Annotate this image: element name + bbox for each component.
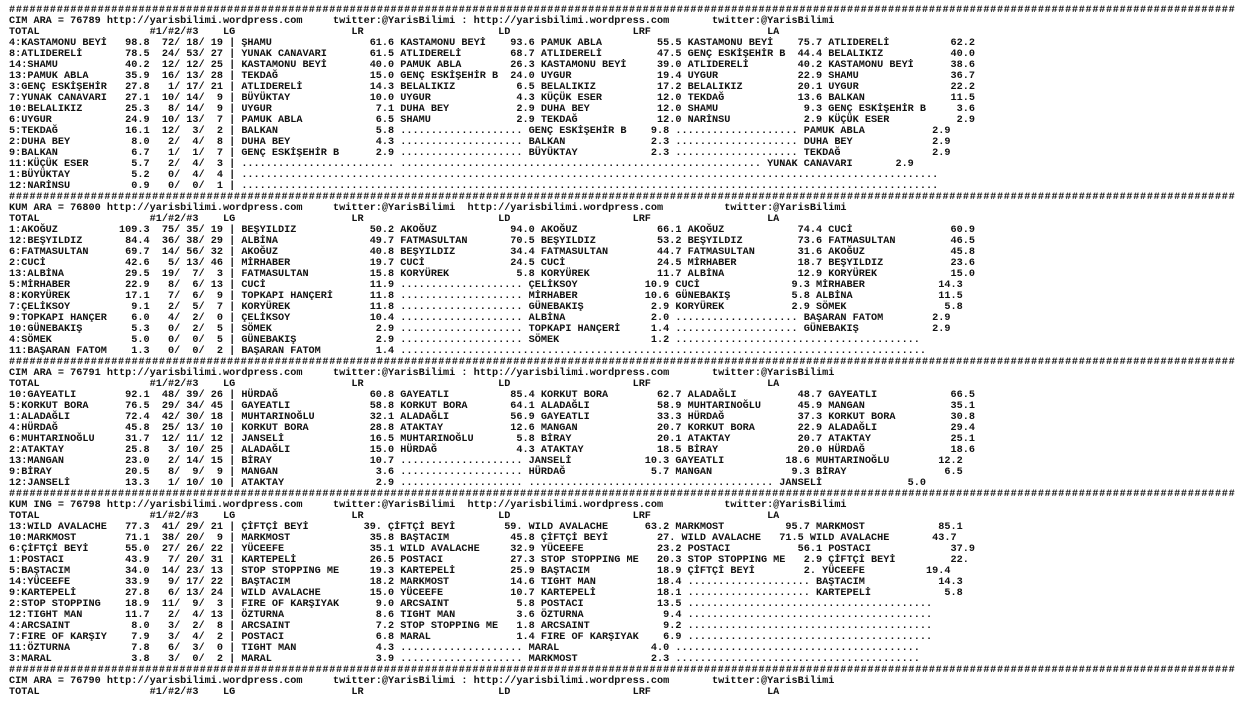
- table-row: 1:AKOĞUZ 109.3 75/ 35/ 19 | BEŞYILDIZ 50.2 AKOĞUZ 94.0 AKOĞUZ 66.1 AKOĞUZ 74.4 CUCİ 60.9: [9, 225, 975, 236]
- race-header: CIM ARA = 76789 http://yarisbilimi.wordpress.com twitter:@YarisBilimi : http://yarisbilimi.wordpress.com twitter:@YarisBilimi: [9, 16, 835, 27]
- table-row: 5:TEKDAĞ 16.1 12/ 3/ 2 | BALKAN 5.8 .................... GENÇ ESKİŞEHİR B 9.8 .................... PAMUK ABLA 2.9: [9, 126, 951, 137]
- table-row: 1:ALADAĞLI 72.4 42/ 30/ 18 | MUHTARINOĞLU 32.1 ALADAĞLI 56.9 GAYEATLI 33.3 HÜRDAĞ 37.3 KORKUT BORA 30.8: [9, 412, 975, 423]
- column-header: TOTAL #1/#2/#3 LG LR LD LRF LA: [9, 379, 780, 390]
- table-row: 12:JANSELİ 13.3 1/ 10/ 10 | ATAKTAY 2.9 .................... ........................................ JANSELİ 5.0: [9, 478, 927, 489]
- separator-line: ####################################################################################################################################################################################: [9, 665, 1235, 676]
- race-report-document: [9, 5, 1235, 698]
- table-row: 6:ÇİFTÇİ BEYİ 55.0 27/ 26/ 22 | YÜCEEFE 35.1 WILD AVALACHE 32.9 YÜCEEFE 23.2 POSTACI 56.1 POSTACI 37.9: [9, 544, 975, 555]
- table-row: 4:ARCSAINT 8.0 3/ 2/ 8 | ARCSAINT 7.2 STOP STOPPING ME 1.8 ARCSAINT 9.2 ........................................: [9, 621, 933, 632]
- column-header: TOTAL #1/#2/#3 LG LR LD LRF LA: [9, 511, 780, 522]
- table-row: 1:BÜYÜKTAY 5.2 0/ 4/ 4 | ..................................................................................................................: [9, 170, 939, 181]
- table-row: 13:MANGAN 23.0 2/ 14/ 15 | BİRAY 10.7 .................... JANSELİ 10.3 GAYEATLI 18.6 MUHTARINOĞLU 12.2: [9, 456, 963, 467]
- race-header: KUM ARA = 76800 http://yarisbilimi.wordpress.com twitter:@YarisBilimi http://yarisbilimi.wordpress.com twitter:@YarisBilimi: [9, 203, 847, 214]
- table-row: 3:MARAL 3.8 3/ 0/ 2 | MARAL 3.9 .................... MARKMOST 2.3 ........................................: [9, 654, 920, 665]
- table-row: 9:KARTEPELİ 27.8 6/ 13/ 24 | WILD AVALACHE 15.0 YÜCEEFE 10.7 KARTEPELİ 18.1 .................... KARTEPELİ 5.8: [9, 588, 963, 599]
- table-row: 5:KORKUT BORA 76.5 29/ 34/ 45 | GAYEATLI 58.8 KORKUT BORA 64.1 ALADAĞLI 58.9 MUHTARINOĞLU 45.9 MANGAN 35.1: [9, 401, 975, 412]
- table-row: 6:MUHTARINOĞLU 31.7 12/ 11/ 12 | JANSELİ 16.5 MUHTARINOĞLU 5.8 BİRAY 20.1 ATAKTAY 20.7 ATAKTAY 25.1: [9, 434, 975, 445]
- table-row: 12:BEŞYILDIZ 84.4 36/ 38/ 29 | ALBİNA 49.7 FATMASULTAN 70.5 BEŞYILDIZ 53.2 BEŞYILDIZ 73.6 FATMASULTAN 46.5: [9, 236, 975, 247]
- table-row: 5:MİRHABER 22.9 8/ 6/ 13 | CUCİ 11.9 .................... ÇELİKSOY 10.9 CUCİ 9.3 MİRHABER 14.3: [9, 280, 963, 291]
- table-row: 12:NARİNSU 0.9 0/ 0/ 1 | ..................................................................................................................: [9, 181, 939, 192]
- separator-line: ####################################################################################################################################################################################: [9, 192, 1235, 203]
- table-row: 1:POSTACI 43.9 7/ 20/ 31 | KARTEPELİ 26.5 POSTACI 27.3 STOP STOPPING ME 20.3 STOP STOPPING ME 2.9 ÇİFTÇİ BEYİ 22.: [9, 555, 969, 566]
- table-row: 4:KASTAMONU BEYİ 98.8 72/ 18/ 19 | ŞHAMU 61.6 KASTAMONU BEYİ 93.6 PAMUK ABLA 55.5 KASTAMONU BEYİ 75.7 ATLIDERELİ 62.2: [9, 38, 975, 49]
- table-row: 3:GENÇ ESKİŞEHİR 27.8 1/ 17/ 21 | ATLIDERELİ 14.3 BELALIKIZ 6.5 BELALIKIZ 17.2 BELALIKIZ 20.1 UYGUR 22.2: [9, 82, 975, 93]
- table-row: 13:PAMUK ABLA 35.9 16/ 13/ 28 | TEKDAĞ 15.0 GENÇ ESKİŞEHİR B 24.0 UYGUR 19.4 UYGUR 22.9 SHAMU 36.7: [9, 71, 975, 82]
- table-row: 13:WILD AVALACHE 77.3 41/ 29/ 21 | ÇİFTÇİ BEYİ 39. ÇİFTÇİ BEYİ 59. WILD AVALACHE 63.2 MARKMOST 95.7 MARKMOST 85.1: [9, 522, 963, 533]
- race-header: KUM ING = 76798 http://yarisbilimi.wordpress.com twitter:@YarisBilimi http://yarisbilimi.wordpress.com twitter:@YarisBilimi: [9, 500, 847, 511]
- race-header: CIM ARA = 76790 http://yarisbilimi.wordpress.com twitter:@YarisBilimi : http://yarisbilimi.wordpress.com twitter:@YarisBilimi: [9, 676, 835, 687]
- table-row: 2:CUCİ 42.6 5/ 13/ 46 | MİRHABER 19.7 CUCİ 24.5 CUCİ 24.5 MİRHABER 18.7 BEŞYILDIZ 23.6: [9, 258, 975, 269]
- table-row: 9:BALKAN 6.7 1/ 1/ 7 | GENÇ ESKİŞEHİR B 2.9 .................... BÜYÜKTAY 2.3 .................... TEKDAĞ 2.9: [9, 148, 951, 159]
- table-row: 9:TOPKAPI HANÇER 6.0 4/ 2/ 0 | ÇELİKSOY 10.4 .................... ALBİNA 2.0 .................... BAŞARAN FATOM 2.9: [9, 313, 951, 324]
- table-row: 2:ATAKTAY 25.8 3/ 10/ 25 | ALADAĞLI 15.0 HÜRDAĞ 4.3 ATAKTAY 18.5 BİRAY 20.0 HÜRDAĞ 18.6: [9, 445, 975, 456]
- table-row: 4:HÜRDAĞ 45.8 25/ 13/ 10 | KORKUT BORA 28.8 ATAKTAY 12.6 MANGAN 20.7 KORKUT BORA 22.9 ALADAĞLI 29.4: [9, 423, 975, 434]
- table-row: 14:YÜCEEFE 33.9 9/ 17/ 22 | BAŞTACIM 18.2 MARKMOST 14.6 TIGHT MAN 18.4 .................... BAŞTACIM 14.3: [9, 577, 963, 588]
- table-row: 9:BİRAY 20.5 8/ 9/ 9 | MANGAN 3.6 .................... HÜRDAĞ 5.7 MANGAN 9.3 BİRAY 6.5: [9, 467, 963, 478]
- table-row: 6:UYGUR 24.9 10/ 13/ 7 | PAMUK ABLA 6.5 SHAMU 2.9 TEKDAĞ 12.0 NARİNSU 2.9 KÜÇÜK ESER 2.9: [9, 115, 975, 126]
- table-row: 11:BAŞARAN FATOM 1.3 0/ 0/ 2 | BAŞARAN FATOM 1.4 ......................................................................................: [9, 346, 927, 357]
- table-row: 10:MARKMOST 71.1 38/ 20/ 9 | MARKMOST 35.8 BAŞTACIM 45.8 ÇİFTÇİ BEYİ 27. WILD AVALACHE 71.5 WILD AVALACHE 43.7: [9, 533, 957, 544]
- table-row: 13:ALBİNA 29.5 19/ 7/ 3 | FATMASULTAN 15.8 KORYÜREK 5.8 KORYÜREK 11.7 ALBİNA 12.9 KORYÜREK 15.0: [9, 269, 975, 280]
- column-header: TOTAL #1/#2/#3 LG LR LD LRF LA: [9, 214, 780, 225]
- table-row: 10:GAYEATLI 92.1 48/ 39/ 26 | HÜRDAĞ 60.8 GAYEATLI 85.4 KORKUT BORA 62.7 ALADAĞLI 48.7 GAYEATLI 66.5: [9, 390, 975, 401]
- table-row: 10:BELALIKIZ 25.3 8/ 14/ 9 | UYGUR 7.1 DUHA BEY 2.9 DUHA BEY 12.0 SHAMU 9.3 GENÇ ESKİŞEHİR B 3.6: [9, 104, 975, 115]
- table-row: 8:ATLIDERELİ 78.5 24/ 53/ 27 | YUNAK CANAVARI 61.5 ATLIDERELİ 68.7 ATLIDERELİ 47.5 GENÇ ESKİŞEHİR B 44.4 BELALIKIZ 40.0: [9, 49, 975, 60]
- table-row: 6:FATMASULTAN 69.7 14/ 56/ 32 | AKOĞUZ 40.8 BEŞYILDIZ 34.4 FATMASULTAN 44.7 FATMASULTAN 31.6 AKOĞUZ 45.8: [9, 247, 975, 258]
- separator-line: ####################################################################################################################################################################################: [9, 5, 1235, 16]
- table-row: 5:BAŞTACIM 34.0 14/ 23/ 13 | STOP STOPPING ME 19.3 KARTEPELİ 25.9 BAŞTACIM 18.9 ÇİFTÇİ BEYİ 2. YÜCEEFE 19.4: [9, 566, 951, 577]
- table-row: 10:GÜNEBAKIŞ 5.3 0/ 2/ 5 | SÖMEK 2.9 .................... TOPKAPI HANÇERİ 1.4 .................... GÜNEBAKIŞ 2.9: [9, 324, 951, 335]
- table-row: 11:ÖZTURNA 7.8 6/ 3/ 0 | TIGHT MAN 4.3 .................... MARAL 4.0 ........................................: [9, 643, 920, 654]
- column-header: TOTAL #1/#2/#3 LG LR LD LRF LA: [9, 687, 780, 698]
- table-row: 7:YUNAK CANAVARI 27.1 10/ 14/ 9 | BÜYÜKTAY 10.0 UYGUR 4.3 KÜÇÜK ESER 12.0 TEKDAĞ 13.6 BALKAN 11.5: [9, 93, 975, 104]
- table-row: 11:KÜÇÜK ESER 5.7 2/ 4/ 3 | ......................... ........................................................... YUNAK CANAVARI 2.9: [9, 159, 914, 170]
- table-row: 2:STOP STOPPING 18.9 11/ 9/ 3 | FIRE OF KARŞIYAK 9.0 ARCSAINT 5.8 POSTACI 13.5 ........................................: [9, 599, 933, 610]
- table-row: 7:ÇELİKSOY 9.1 2/ 5/ 7 | KORYÜREK 11.8 .................... GÜNEBAKIŞ 2.9 KORYÜREK 2.9 SÖMEK 5.8: [9, 302, 963, 313]
- race-header: CIM ARA = 76791 http://yarisbilimi.wordpress.com twitter:@YarisBilimi : http://yarisbilimi.wordpress.com twitter:@YarisBilimi: [9, 368, 835, 379]
- table-row: 8:KORYÜREK 17.1 7/ 6/ 9 | TOPKAPI HANÇERİ 11.8 .................... MİRHABER 10.6 GÜNEBAKIŞ 5.8 ALBİNA 11.5: [9, 291, 963, 302]
- column-header: TOTAL #1/#2/#3 LG LR LD LRF LA: [9, 27, 780, 38]
- table-row: 2:DUHA BEY 8.0 2/ 4/ 8 | DUHA BEY 4.3 .................... BALKAN 2.3 .................... DUHA BEY 2.9: [9, 137, 951, 148]
- separator-line: ####################################################################################################################################################################################: [9, 357, 1235, 368]
- table-row: 14:SHAMU 40.2 12/ 12/ 25 | KASTAMONU BEYİ 40.0 PAMUK ABLA 26.3 KASTAMONU BEYİ 39.0 ATLIDERELİ 40.2 KASTAMONU BEYİ 38.6: [9, 60, 975, 71]
- table-row: 4:SÖMEK 5.0 0/ 0/ 5 | GÜNEBAKIŞ 2.9 .................... SÖMEK 1.2 ........................................: [9, 335, 920, 346]
- table-row: 7:FIRE OF KARŞIY 7.9 3/ 4/ 2 | POSTACI 6.8 MARAL 1.4 FIRE OF KARŞIYAK 6.9 ........................................: [9, 632, 933, 643]
- table-row: 12:TIGHT MAN 11.7 2/ 4/ 13 | ÖZTURNA 8.6 TIGHT MAN 3.6 ÖZTURNA 9.4 ........................................: [9, 610, 933, 621]
- separator-line: ####################################################################################################################################################################################: [9, 489, 1235, 500]
